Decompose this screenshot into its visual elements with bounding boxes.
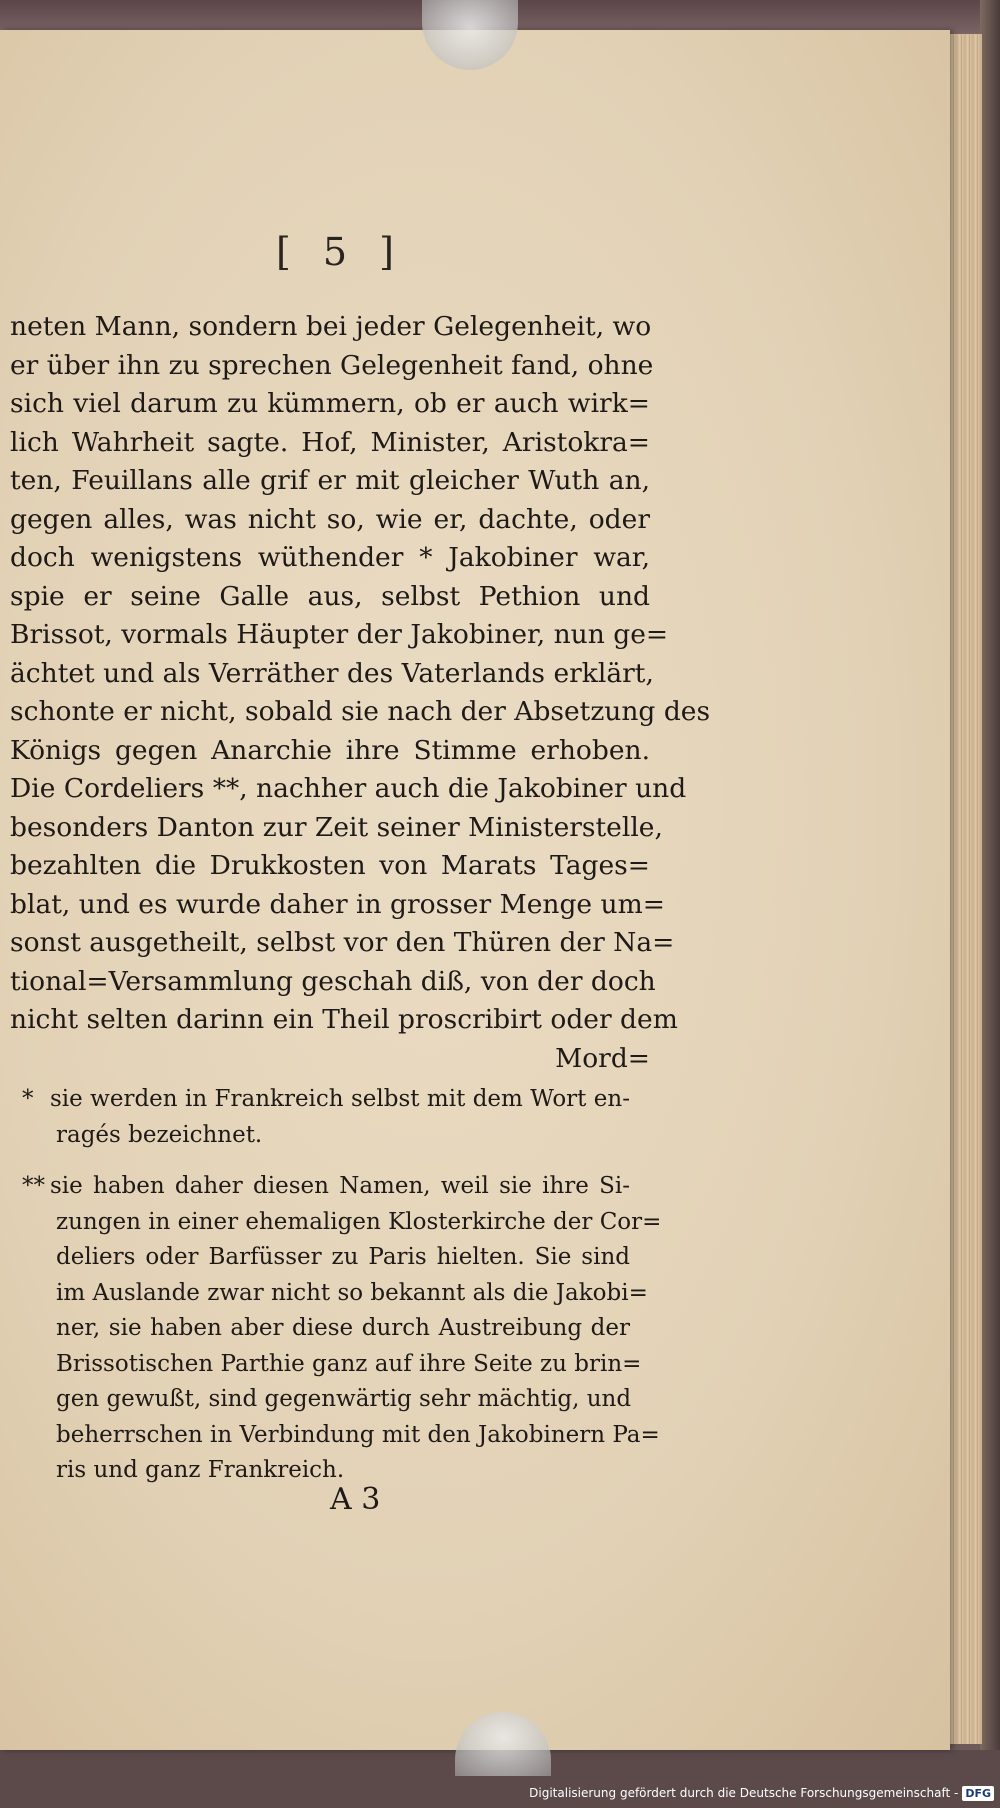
body-line: sonst ausgetheilt, selbst vor den Thüren der Na=: [10, 927, 675, 958]
footnote-text: sie werden in Frankreich selbst mit dem Wort en-: [50, 1086, 630, 1112]
body-line: sich viel darum zu kümmern, ob er auch wirk=: [10, 388, 650, 419]
page-header: [ 5 ]: [276, 230, 404, 274]
body-line: Die Cordeliers **, nachher auch die Jakobiner und: [10, 773, 687, 804]
body-line: tional=Versammlung geschah diß, von der doch: [10, 965, 656, 997]
body-line: Königs gegen Anarchie ihre Stimme erhoben.: [10, 734, 650, 766]
footnote-mark: *: [22, 1086, 34, 1112]
body-line: blat, und es wurde daher in grosser Menge um=: [10, 888, 665, 920]
footnote-mark: **: [22, 1173, 45, 1199]
footnote-line: im Auslande zwar nicht so bekannt als die Jakobi=: [56, 1279, 648, 1306]
footnote-line: zungen in einer ehemaligen Klosterkirche der Cor=: [56, 1208, 662, 1235]
body-line: ächtet und als Verräther des Vaterlands erklärt,: [10, 657, 654, 689]
body-line: bezahlten die Drukkosten von Marats Tages=: [10, 850, 650, 881]
dfg-logo: DFG: [962, 1786, 994, 1801]
body-line: besonders Danton zur Zeit seiner Ministerstelle,: [10, 811, 663, 843]
body-line: ten, Feuillans alle grif er mit gleicher Wuth an,: [10, 465, 650, 496]
footnote-line: ner, sie haben aber diese durch Austreibung der: [56, 1315, 630, 1341]
body-line: gegen alles, was nicht so, wie er, dachte, oder: [10, 503, 650, 535]
footnote-line: Brissotischen Parthie ganz auf ihre Seite zu brin=: [56, 1350, 642, 1377]
footnote-line: beherrschen in Verbindung mit den Jakobinern Pa=: [56, 1421, 660, 1448]
footnotes: [22, 1082, 662, 1489]
body-line: doch wenigstens wüthender * Jakobiner war,: [10, 542, 650, 573]
body-line: er über ihn zu sprechen Gelegenheit fand, ohne: [10, 349, 654, 381]
footnote-line: [22, 1082, 630, 1118]
footnote-line: gen gewußt, sind gegenwärtig sehr mächtig, und: [56, 1386, 632, 1412]
footnote-line: ragés bezeichnet.: [56, 1121, 263, 1148]
digitization-credit: [529, 1782, 994, 1804]
body-line: nicht selten darinn ein Theil proscribirt oder dem: [10, 1004, 678, 1035]
credit-text: Digitalisierung gefördert durch die Deutsche Forschungsgemeinschaft -: [529, 1786, 959, 1800]
body-line: lich Wahrheit sagte. Hof, Minister, Aristokra=: [10, 426, 650, 458]
body-text: [10, 308, 711, 1078]
signature-mark: A 3: [330, 1482, 381, 1517]
body-line: schonte er nicht, sobald sie nach der Absetzung des: [10, 696, 711, 727]
footnote-line: [22, 1169, 630, 1205]
footnote-line: deliers oder Barfüsser zu Paris hielten. Sie sind: [56, 1244, 630, 1270]
footnote-text: sie haben daher diesen Namen, weil sie ihre Si-: [50, 1173, 630, 1199]
body-line: Brissot, vormals Häupter der Jakobiner, nun ge=: [10, 619, 669, 650]
book-page: [0, 30, 950, 1750]
footnote-line: ris und ganz Frankreich.: [56, 1457, 345, 1483]
body-line: spie er seine Galle aus, selbst Pethion und: [10, 580, 650, 612]
catchword: Mord=: [555, 1042, 650, 1074]
book-cover-right: [980, 0, 1000, 1808]
body-line: neten Mann, sondern bei jeder Gelegenheit, wo: [10, 311, 652, 342]
